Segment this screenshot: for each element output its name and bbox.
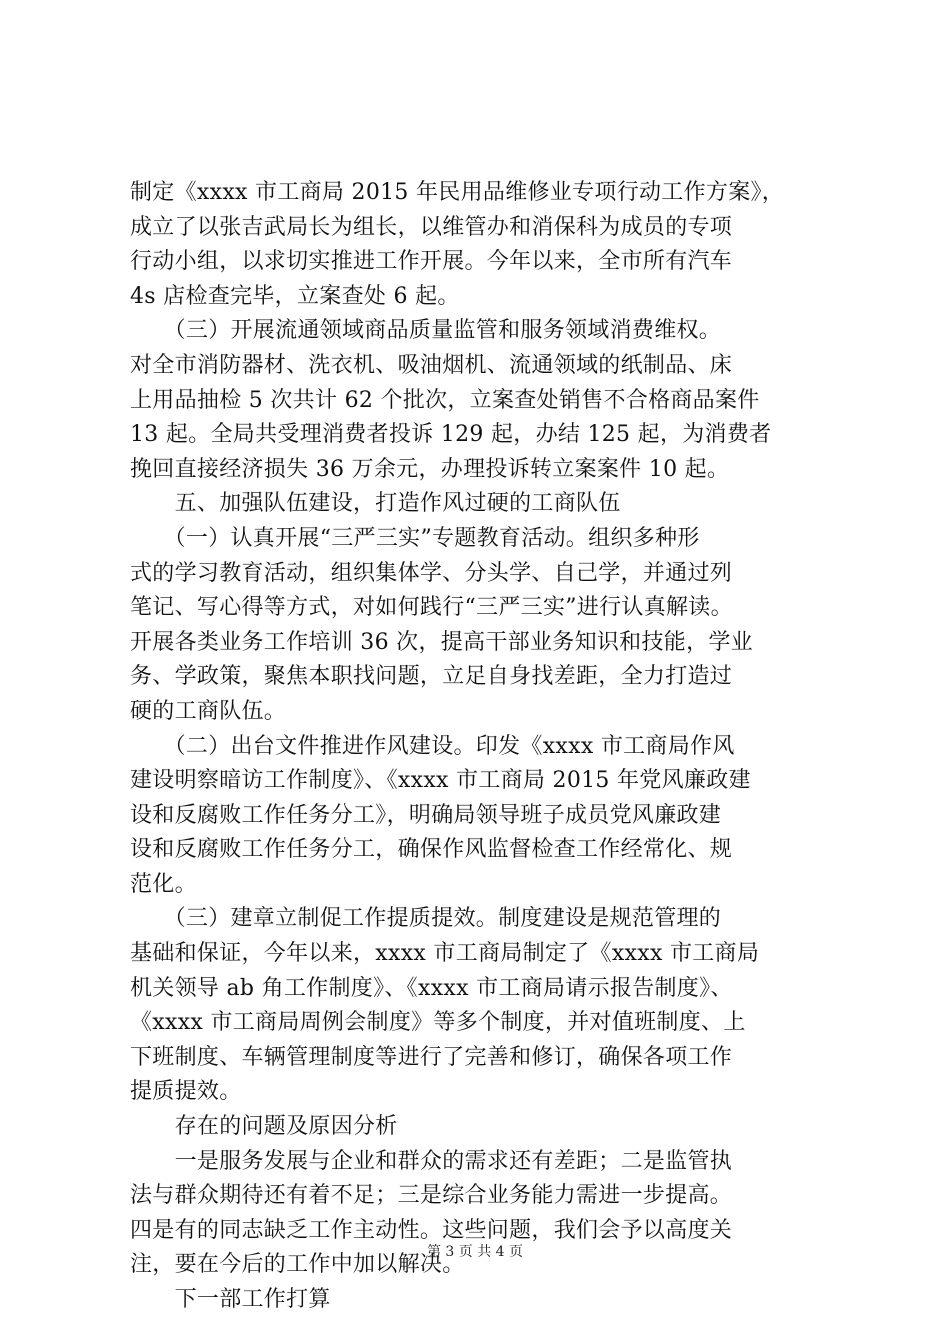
document-body bbox=[130, 176, 835, 1318]
text-line: 成立了以张吉武局长为组长，以维管办和消保科为成员的专项 bbox=[130, 214, 733, 240]
text-line: 《xxxx 市工商局周例会制度》等多个制度，并对值班制度、上 bbox=[130, 1010, 746, 1036]
text-line: （三）开展流通领域商品质量监管和服务领域消费维权。 bbox=[130, 318, 722, 344]
text-line: （二）出台文件推进作风建设。印发《xxxx 市工商局作风 bbox=[130, 733, 735, 759]
text-line: 机关领导 ab 角工作制度》、《xxxx 市工商局请示报告制度》、 bbox=[130, 975, 733, 1001]
text-line: 挽回直接经济损失 36 万余元，办理投诉转立案案件 10 起。 bbox=[130, 456, 730, 482]
text-line: 对全市消防器材、洗衣机、吸油烟机、流通领域的纸制品、床 bbox=[130, 352, 733, 378]
text-line: 制定《xxxx 市工商局 2015 年民用品维修业专项行动工作方案》， bbox=[130, 180, 785, 205]
text-line: 一是服务发展与企业和群众的需求还有差距；二是监管执 bbox=[130, 1148, 733, 1174]
page-footer: 第 3 页 共 4 页 bbox=[426, 1244, 524, 1260]
text-line: 开展各类业务工作培训 36 次，提高干部业务知识和技能，学业 bbox=[130, 629, 753, 655]
section-heading: 五、加强队伍建设，打造作风过硬的工商队伍 bbox=[130, 491, 621, 517]
section-heading: 下一部工作打算 bbox=[130, 1287, 331, 1312]
text-line: 设和反腐败工作任务分工》，明确局领导班子成员党风廉政建 bbox=[130, 802, 722, 828]
text-line: 行动小组，以求切实推进工作开展。今年以来，全市所有汽车 bbox=[130, 249, 733, 275]
text-line: 建设明察暗访工作制度》、《xxxx 市工商局 2015 年党风廉政建 bbox=[130, 768, 751, 794]
text-line: 上用品抽检 5 次共计 62 个批次，立案查处销售不合格商品案件 bbox=[130, 387, 760, 413]
text-line: （三）建章立制促工作提质提效。制度建设是规范管理的 bbox=[130, 906, 722, 932]
text-line: 法与群众期待还有着不足；三是综合业务能力需进一步提高。 bbox=[130, 1183, 733, 1209]
text-line: 笔记、写心得等方式，对如何践行“三严三实”进行认真解读。 bbox=[130, 595, 733, 621]
text-line: 基础和保证，今年以来，xxxx 市工商局制定了《xxxx 市工商局 bbox=[130, 941, 760, 967]
text-line: 4s 店检查完毕，立案查处 6 起。 bbox=[130, 283, 460, 309]
text-line: 注，要在今后的工作中加以解决。 bbox=[130, 1252, 465, 1278]
text-line: 务、学政策，聚焦本职找问题，立足自身找差距，全力打造过 bbox=[130, 664, 733, 690]
text-line: 式的学习教育活动，组织集体学、分头学、自己学，并通过列 bbox=[130, 560, 733, 586]
section-heading: 存在的问题及原因分析 bbox=[130, 1114, 398, 1140]
text-line: 13 起。全局共受理消费者投诉 129 起，办结 125 起，为消费者 bbox=[130, 422, 772, 448]
text-line: 设和反腐败工作任务分工，确保作风监督检查工作经常化、规 bbox=[130, 837, 733, 863]
text-line: 四是有的同志缺乏工作主动性。这些问题，我们会予以高度关 bbox=[130, 1217, 733, 1243]
text-line: 提质提效。 bbox=[130, 1079, 242, 1105]
text-line: （一）认真开展“三严三实”专题教育活动。组织多种形 bbox=[130, 525, 700, 551]
text-line: 硬的工商队伍。 bbox=[130, 698, 287, 724]
text-line: 下班制度、车辆管理制度等进行了完善和修订，确保各项工作 bbox=[130, 1044, 733, 1070]
text-line: 范化。 bbox=[130, 871, 197, 897]
